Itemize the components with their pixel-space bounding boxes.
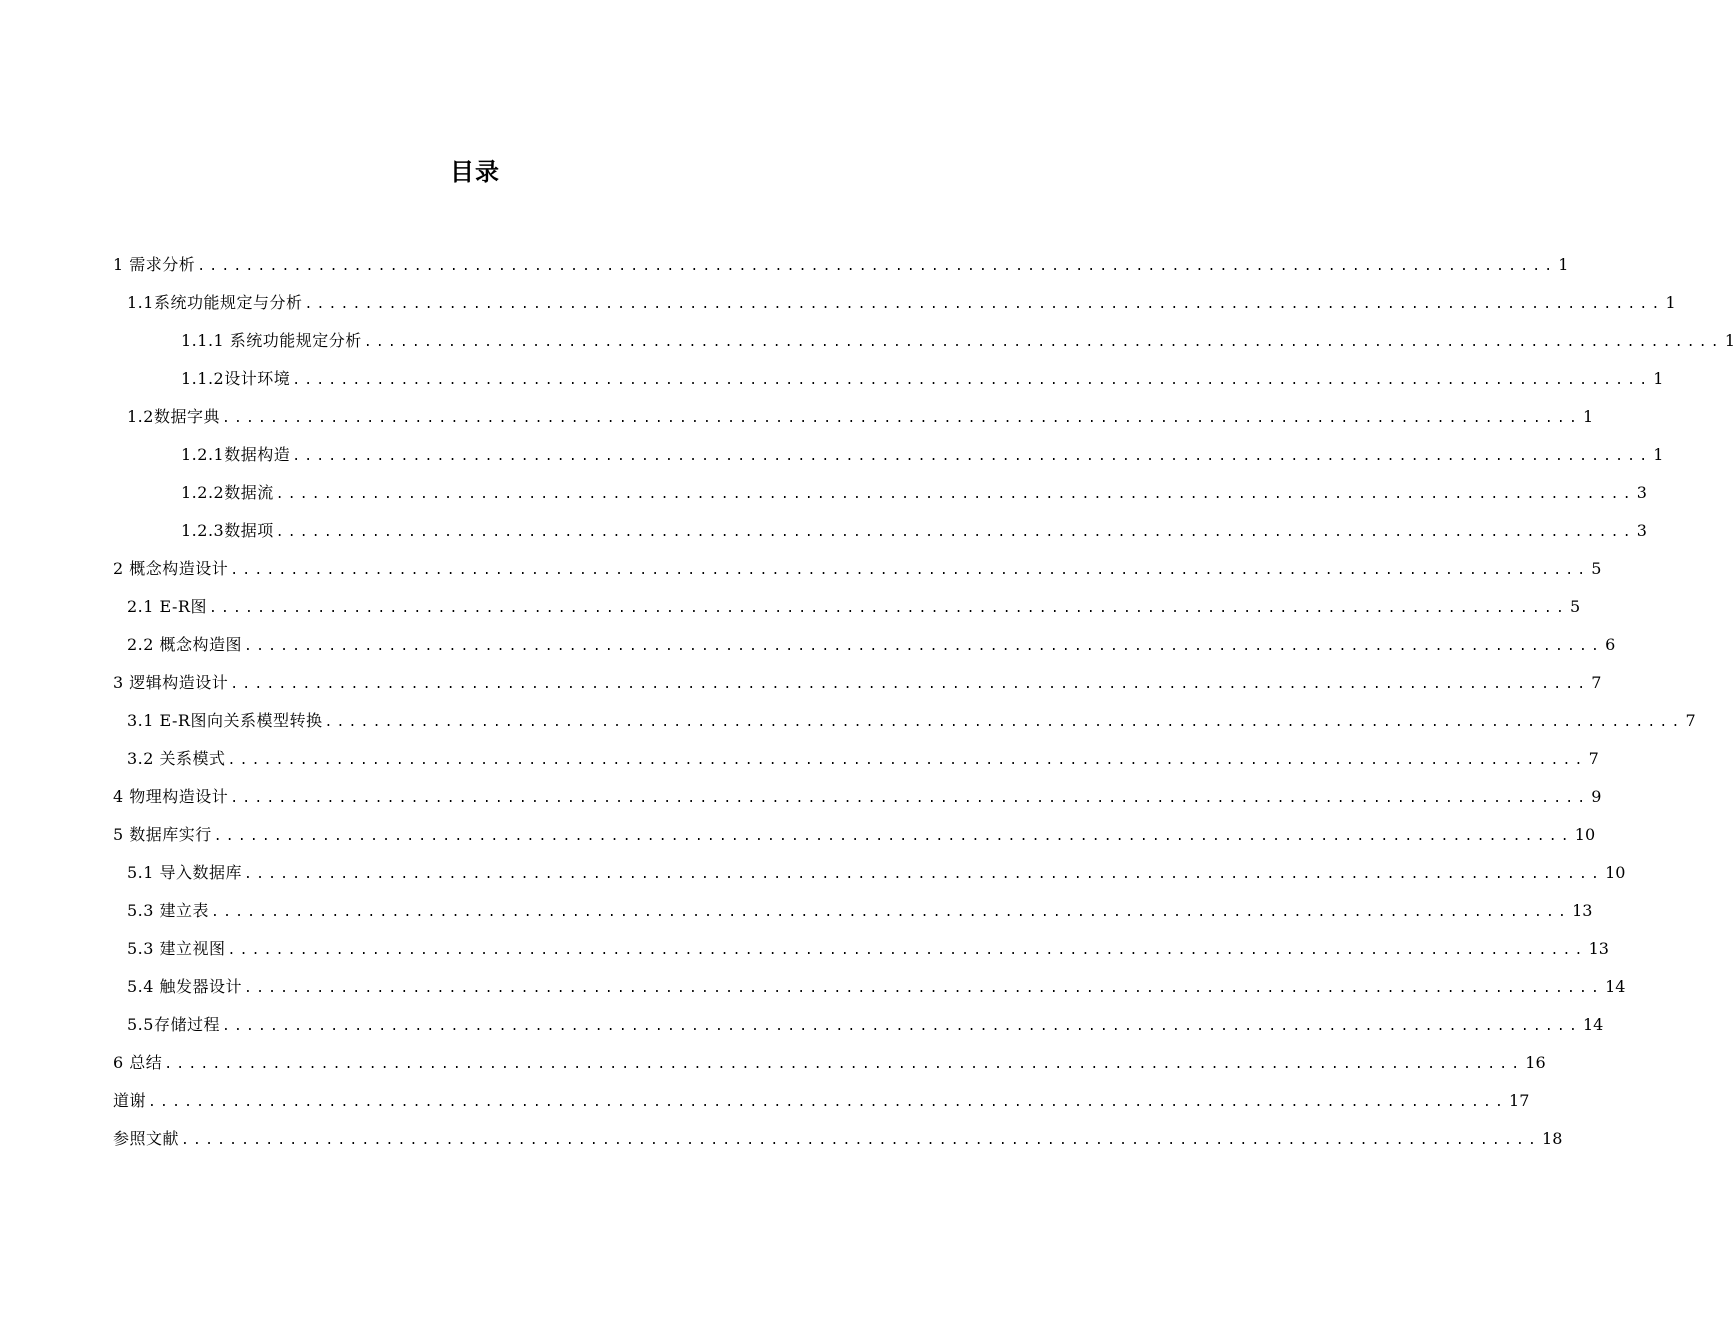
toc-title: 目录 [450,158,500,186]
toc-entry-page: 10 [1574,825,1596,844]
toc-entry[interactable] [113,1082,1530,1120]
toc-entry[interactable] [127,854,1626,892]
toc-entry[interactable] [127,284,1676,322]
toc-entry[interactable] [181,474,1647,512]
toc-entry-page: 6 [1605,635,1616,654]
toc-entry[interactable] [113,1044,1546,1082]
toc-leader-dots: ................................................................................................................. [208,601,1568,616]
toc-leader-dots: ................................................................................................................. [275,487,1635,502]
toc-entry[interactable] [127,702,1696,740]
toc-entry-page: 1 [1724,331,1735,350]
toc-leader-dots: ................................................................................................................. [324,715,1684,730]
toc-entry-page: 7 [1588,749,1599,768]
toc-entry[interactable] [181,360,1664,398]
toc-leader-dots: ................................................................................................................. [221,1019,1581,1034]
toc-entry[interactable] [181,512,1647,550]
toc-entry-label: 道谢 [113,1091,147,1110]
toc-entry-label: 1 需求分析 [113,255,196,274]
toc-entry-page: 9 [1591,787,1602,806]
toc-leader-dots: ................................................................................................................. [211,905,1571,920]
toc-leader-dots: ................................................................................................................. [227,943,1587,958]
toc-entry[interactable] [127,968,1626,1006]
toc-entry-label: 2.1 E-R图 [127,597,207,616]
toc-entry[interactable] [113,664,1602,702]
toc-leader-dots: ................................................................................................................. [230,563,1590,578]
toc-entry[interactable] [127,398,1594,436]
toc-entry[interactable] [127,740,1599,778]
toc-entry-page: 14 [1605,977,1626,996]
toc-entry-label: 1.2数据字典 [127,407,220,426]
toc-entry[interactable] [181,322,1735,360]
toc-leader-dots: ................................................................................................................. [244,639,1604,654]
toc-entry-label: 5.5存储过程 [127,1015,220,1034]
toc-entry-page: 7 [1685,711,1696,730]
toc-leader-dots: ................................................................................................................. [197,259,1557,274]
toc-leader-dots: ................................................................................................................. [148,1095,1508,1110]
toc-leader-dots: ................................................................................................................. [363,335,1723,350]
toc-entry[interactable] [113,550,1602,588]
toc-entry-label: 5.3 建立视图 [127,939,226,958]
toc-entry-page: 3 [1636,521,1647,540]
toc-leader-dots: ................................................................................................................. [244,981,1604,996]
toc-entry[interactable] [127,892,1593,930]
toc-leader-dots: ................................................................................................................. [244,867,1604,882]
toc-leader-dots: ................................................................................................................. [227,753,1587,768]
toc-entry-page: 1 [1653,445,1664,464]
toc-leader-dots: ................................................................................................................. [292,373,1652,388]
toc-entry[interactable] [127,930,1609,968]
toc-entry-label: 1.2.1数据构造 [181,445,291,464]
toc-entry-page: 1 [1558,255,1569,274]
toc-leader-dots: ................................................................................................................. [230,791,1590,806]
toc-entry-label: 参照文献 [113,1129,180,1148]
toc-entry[interactable] [113,778,1602,816]
toc-entry-label: 6 总结 [113,1053,163,1072]
toc-entry[interactable] [127,588,1581,626]
toc-entry-page: 3 [1636,483,1647,502]
toc-entry-label: 3.2 关系模式 [127,749,226,768]
toc-entry-label: 1.1.2设计环境 [181,369,291,388]
toc-entry-label: 3.1 E-R图向关系模型转换 [127,711,323,730]
toc-entry-label: 1.2.3数据项 [181,521,274,540]
toc-entry-page: 7 [1591,673,1602,692]
toc-leader-dots: ................................................................................................................. [164,1057,1524,1072]
toc-entry-label: 5.4 触发器设计 [127,977,243,996]
toc-entry-label: 2 概念构造设计 [113,559,229,578]
toc-entry-page: 16 [1525,1053,1546,1072]
toc-entry-page: 13 [1572,901,1593,920]
toc-entry[interactable] [127,1006,1604,1044]
toc-entry-page: 13 [1588,939,1609,958]
toc-leader-dots: ................................................................................................................. [292,449,1652,464]
toc-entry[interactable] [127,626,1616,664]
toc-entry-page: 5 [1591,559,1602,578]
toc-entry[interactable] [181,436,1664,474]
toc-entry[interactable] [113,1120,1563,1158]
toc-entry-label: 5 数据库实行 [113,825,212,844]
toc-entry-label: 1.1.1 系统功能规定分析 [181,331,362,350]
toc-entry-page: 1 [1582,407,1594,426]
toc-entry-page: 1 [1653,369,1664,388]
toc-entry-page: 17 [1509,1091,1530,1110]
toc-entry-label: 3 逻辑构造设计 [113,673,229,692]
toc-leader-dots: ................................................................................................................. [230,677,1590,692]
toc-entry-label: 2.2 概念构造图 [127,635,243,654]
toc-entry-label: 5.1 导入数据库 [127,863,243,882]
toc-entry-label: 1.2.2数据流 [181,483,274,502]
toc-leader-dots: ................................................................................................................. [213,829,1573,844]
toc-entry-label: 4 物理构造设计 [113,787,229,806]
toc-leader-dots: ................................................................................................................. [304,297,1664,312]
toc-entry-label: 1.1系统功能规定与分析 [127,293,303,312]
toc-entry-label: 5.3 建立表 [127,901,210,920]
toc-entry-page: 14 [1582,1015,1604,1034]
toc-entry-page: 1 [1665,293,1676,312]
toc-entry-page: 5 [1569,597,1581,616]
toc-entry[interactable] [113,246,1569,284]
toc-leader-dots: ................................................................................................................. [181,1133,1541,1148]
toc-entry-page: 18 [1542,1129,1563,1148]
toc-leader-dots: ................................................................................................................. [275,525,1635,540]
toc-entry-page: 10 [1605,863,1626,882]
toc-leader-dots: ................................................................................................................. [221,411,1581,426]
toc-entry[interactable] [113,816,1596,854]
